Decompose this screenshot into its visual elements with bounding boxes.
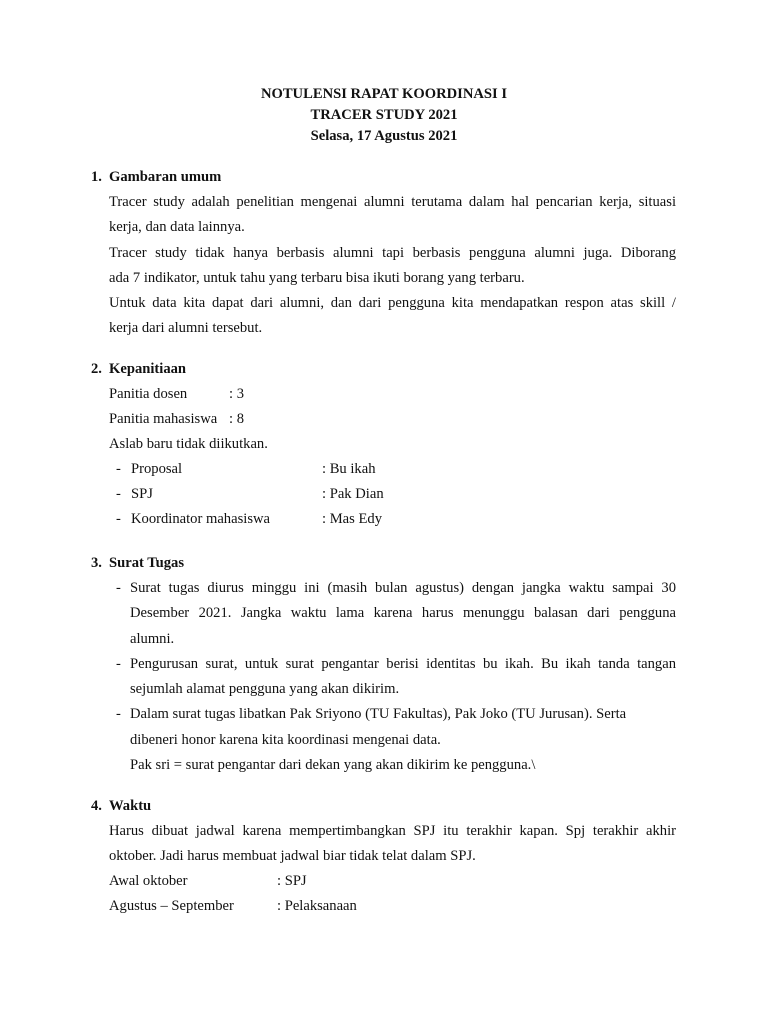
- schedule-value: : Pelaksanaan: [277, 898, 357, 914]
- schedule-label: Awal oktober: [109, 873, 188, 889]
- paragraph-line: Tracer study tidak hanya berbasis alumni tapi berbasis pengguna alumni juga. Diborang: [109, 244, 676, 261]
- paragraph-line: kerja, dan data lainnya.: [109, 219, 245, 236]
- header-title: NOTULENSI RAPAT KOORDINASI I: [260, 86, 508, 102]
- panitia-label: Panitia mahasiswa: [109, 411, 218, 427]
- schedule-value: : SPJ: [277, 873, 307, 889]
- bullet-line: sejumlah alamat pengguna yang akan dikirim.: [130, 681, 400, 698]
- dash-bullet: -: [116, 706, 121, 723]
- document-header: [0, 84, 768, 147]
- section-number: 1.: [91, 169, 102, 185]
- bullet-line: Pengurusan surat, untuk surat pengantar berisi identitas bu ikah. Bu ikah tanda tangan: [130, 655, 676, 672]
- bullet-continuation: [109, 601, 676, 626]
- bullet-continuation: [109, 728, 676, 753]
- dash-bullet: -: [116, 511, 121, 527]
- paragraph-line: ada 7 indikator, untuk tahu yang terbaru bisa ikuti borang yang terbaru.: [109, 269, 525, 286]
- role-person: : Bu ikah: [322, 461, 376, 477]
- bullet-continuation: [109, 627, 676, 652]
- paragraph-line: Tracer study adalah penelitian mengenai alumni terutama dalam hal pencarian kerja, situasi: [109, 194, 676, 210]
- bullet-continuation: [109, 677, 676, 702]
- note-text: Aslab baru tidak diikutkan.: [109, 436, 268, 452]
- section-title: Kepanitiaan: [109, 361, 187, 377]
- bullet-line: Desember 2021. Jangka waktu lama karena harus menunggu balasan dari pengguna: [130, 605, 676, 622]
- schedule-label: Agustus – September: [109, 898, 234, 914]
- bullet-item: [109, 702, 676, 727]
- section-title: Waktu: [109, 798, 152, 814]
- section-number: 3.: [91, 555, 102, 571]
- role-person: : Pak Dian: [322, 486, 384, 502]
- section-1-body: [109, 190, 676, 342]
- role-label: SPJ: [131, 486, 153, 502]
- paragraph-line: Harus dibuat jadwal karena mempertimbangkan SPJ itu terakhir kapan. Spj terakhir akhir: [109, 823, 676, 839]
- header-subtitle: TRACER STUDY 2021: [310, 107, 458, 123]
- bullet-line: dibeneri honor karena kita koordinasi mengenai data.: [130, 731, 441, 748]
- panitia-value: : 8: [229, 411, 244, 427]
- paragraph-line: oktober. Jadi harus membuat jadwal biar tidak telat dalam SPJ.: [109, 848, 476, 865]
- role-label: Koordinator mahasiswa: [131, 511, 271, 527]
- paragraph-line: kerja dari alumni tersebut.: [109, 320, 263, 337]
- section-4-heading: [91, 798, 151, 815]
- bullet-line: Surat tugas diurus minggu ini (masih bulan agustus) dengan jangka waktu sampai 30: [130, 580, 676, 596]
- section-3-body: [109, 576, 676, 778]
- section-number: 4.: [91, 798, 102, 814]
- bullet-line: alumni.: [130, 630, 175, 647]
- bullet-line: Pak sri = surat pengantar dari dekan yang akan dikirim ke pengguna.\: [130, 757, 536, 774]
- section-3-heading: [91, 555, 184, 572]
- bullet-item: [109, 576, 676, 601]
- header-date: Selasa, 17 Agustus 2021: [310, 128, 458, 144]
- dash-bullet: -: [116, 461, 121, 477]
- role-person: : Mas Edy: [322, 511, 382, 527]
- section-number: 2.: [91, 361, 102, 377]
- bullet-continuation: [109, 753, 676, 778]
- panitia-value: : 3: [229, 386, 244, 402]
- section-4-body: [109, 819, 676, 870]
- section-title: Gambaran umum: [109, 169, 222, 185]
- section-1-heading: [91, 169, 221, 186]
- dash-bullet: -: [116, 486, 121, 502]
- section-2-heading: [91, 361, 186, 378]
- bullet-line: Dalam surat tugas libatkan Pak Sriyono (TU Fakultas), Pak Joko (TU Jurusan). Serta: [130, 706, 627, 723]
- bullet-item: [109, 652, 676, 677]
- role-label: Proposal: [131, 461, 183, 477]
- dash-bullet: -: [116, 580, 121, 596]
- dash-bullet: -: [116, 655, 121, 672]
- panitia-label: Panitia dosen: [109, 386, 188, 402]
- section-title: Surat Tugas: [109, 555, 185, 571]
- paragraph-line: Untuk data kita dapat dari alumni, dan dari pengguna kita mendapatkan respon atas skill /: [109, 295, 676, 312]
